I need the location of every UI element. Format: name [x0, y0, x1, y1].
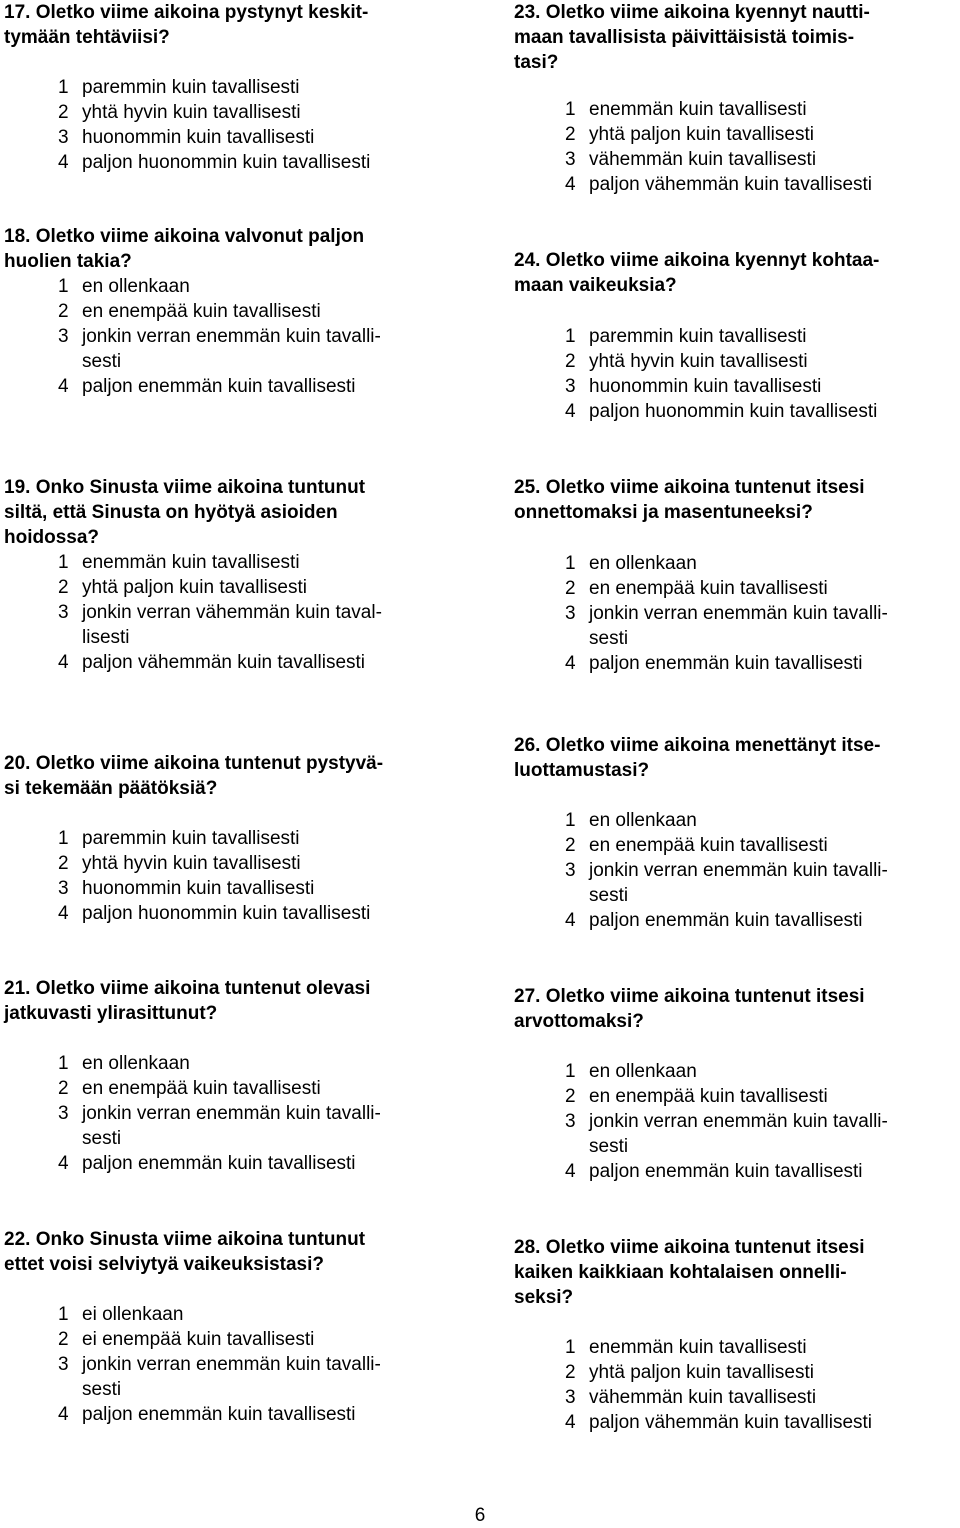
option-number: 2: [58, 301, 69, 322]
option-1[interactable]: [58, 826, 424, 851]
option-label: jonkin verran enemmän kuin tavalli-: [82, 326, 381, 347]
option-2[interactable]: [565, 576, 934, 601]
options-list: [58, 75, 424, 175]
option-2[interactable]: [565, 833, 934, 858]
option-number: 2: [565, 351, 576, 372]
option-number: 4: [565, 1412, 576, 1433]
option-label: jonkin verran enemmän kuin tavalli-: [82, 1354, 381, 1375]
question-26: [514, 733, 934, 933]
question-title-line: huolien takia?: [4, 251, 132, 272]
option-4[interactable]: [565, 908, 934, 933]
option-1[interactable]: [565, 808, 934, 833]
question-title-line: 26. Oletko viime aikoina menettänyt itse-: [514, 735, 881, 756]
options-list: [58, 550, 424, 675]
option-3[interactable]: [565, 1109, 934, 1159]
question-title-line: tymään tehtäviisi?: [4, 27, 170, 48]
option-3[interactable]: [58, 1101, 424, 1151]
option-number: 1: [565, 1061, 576, 1082]
question-title: [514, 984, 934, 1034]
question-title-line: hoidossa?: [4, 527, 100, 548]
question-title: [514, 248, 934, 298]
option-number: 4: [565, 174, 576, 195]
option-number: 2: [58, 102, 69, 123]
option-number: 4: [58, 1153, 69, 1174]
options-list: [58, 1051, 424, 1176]
option-number: 3: [565, 149, 576, 170]
option-number: 3: [58, 127, 69, 148]
option-2[interactable]: [58, 575, 424, 600]
option-number: 3: [565, 860, 576, 881]
option-label: huonommin kuin tavallisesti: [589, 376, 822, 397]
option-number: 1: [565, 1337, 576, 1358]
option-number: 3: [565, 603, 576, 624]
option-label: en ollenkaan: [589, 1061, 697, 1082]
option-label: en ollenkaan: [82, 1053, 190, 1074]
question-title-line: luottamustasi?: [514, 760, 650, 781]
option-3[interactable]: [565, 147, 934, 172]
option-1[interactable]: [58, 75, 424, 100]
option-4[interactable]: [565, 1410, 934, 1435]
option-number: 2: [58, 853, 69, 874]
option-number: 4: [565, 401, 576, 422]
option-4[interactable]: [58, 650, 424, 675]
options-list: [58, 1302, 424, 1427]
option-label: en ollenkaan: [82, 276, 190, 297]
question-title-line: 23. Oletko viime aikoina kyennyt nautti-: [514, 2, 870, 23]
option-4[interactable]: [58, 1151, 424, 1176]
option-number: 4: [58, 1404, 69, 1425]
option-1[interactable]: [58, 1302, 424, 1327]
question-25: [514, 475, 934, 676]
option-1[interactable]: [58, 1051, 424, 1076]
option-label: jonkin verran enemmän kuin tavalli-: [82, 1103, 381, 1124]
options-list: [565, 97, 934, 197]
option-1[interactable]: [58, 274, 424, 299]
option-label: jonkin verran enemmän kuin tavalli-: [589, 603, 888, 624]
option-number: 4: [565, 910, 576, 931]
option-label: paljon huonommin kuin tavallisesti: [589, 401, 878, 422]
option-number: 2: [565, 578, 576, 599]
option-3[interactable]: [58, 125, 424, 150]
option-label: paremmin kuin tavallisesti: [589, 326, 807, 347]
option-number: 2: [565, 124, 576, 145]
option-number: 2: [58, 1329, 69, 1350]
option-label: paljon enemmän kuin tavallisesti: [82, 1153, 356, 1174]
option-3[interactable]: [58, 876, 424, 901]
option-label: yhtä hyvin kuin tavallisesti: [82, 853, 301, 874]
option-label: paljon huonommin kuin tavallisesti: [82, 903, 371, 924]
option-4[interactable]: [58, 150, 424, 175]
question-title-line: 17. Oletko viime aikoina pystynyt keskit-: [4, 2, 369, 23]
question-title: [4, 475, 424, 550]
option-3[interactable]: [58, 600, 424, 650]
option-4[interactable]: [565, 1159, 934, 1184]
option-label: paljon vähemmän kuin tavallisesti: [82, 652, 366, 673]
question-20: [4, 751, 424, 926]
question-title-line: ettet voisi selviytyä vaikeuksistasi?: [4, 1254, 325, 1275]
question-title-line: arvottomaksi?: [514, 1011, 644, 1032]
options-list: [565, 1335, 934, 1435]
option-label: yhtä paljon kuin tavallisesti: [82, 577, 307, 598]
option-1[interactable]: [58, 550, 424, 575]
option-number: 1: [565, 99, 576, 120]
option-4[interactable]: [58, 1402, 424, 1427]
option-1[interactable]: [565, 97, 934, 122]
question-title-line: seksi?: [514, 1287, 574, 1308]
question-title: [514, 475, 934, 525]
option-number: 3: [565, 1111, 576, 1132]
question-title: [4, 224, 424, 274]
question-title: [4, 976, 424, 1026]
question-28: [514, 1235, 934, 1435]
option-2[interactable]: [58, 1327, 424, 1352]
option-label: vähemmän kuin tavallisesti: [589, 149, 817, 170]
options-list: [58, 274, 424, 399]
option-3[interactable]: [58, 324, 424, 374]
option-label-continuation: sesti: [82, 1128, 122, 1149]
option-label: enemmän kuin tavallisesti: [589, 99, 807, 120]
question-title-line: siltä, että Sinusta on hyötyä asioiden: [4, 502, 338, 523]
option-number: 3: [58, 326, 69, 347]
option-3[interactable]: [565, 374, 934, 399]
question-title-line: 19. Onko Sinusta viime aikoina tuntunut: [4, 477, 366, 498]
option-label: paremmin kuin tavallisesti: [82, 828, 300, 849]
question-title-line: kaiken kaikkiaan kohtalaisen onnelli-: [514, 1262, 847, 1283]
option-4[interactable]: [58, 901, 424, 926]
option-number: 2: [565, 1362, 576, 1383]
question-title-line: 20. Oletko viime aikoina tuntenut pystyvä-: [4, 753, 384, 774]
option-label-continuation: sesti: [589, 885, 629, 906]
option-label: paljon enemmän kuin tavallisesti: [589, 910, 863, 931]
options-list: [565, 1059, 934, 1184]
option-number: 2: [565, 835, 576, 856]
option-number: 2: [565, 1086, 576, 1107]
option-1[interactable]: [565, 1059, 934, 1084]
question-17: [4, 0, 424, 175]
question-title-line: 22. Onko Sinusta viime aikoina tuntunut: [4, 1229, 366, 1250]
question-title-line: maan tavallisista päivittäisistä toimis-: [514, 27, 855, 48]
option-label: paljon huonommin kuin tavallisesti: [82, 152, 371, 173]
option-number: 3: [58, 878, 69, 899]
option-label-continuation: sesti: [589, 1136, 629, 1157]
option-2[interactable]: [565, 1360, 934, 1385]
option-number: 1: [58, 276, 69, 297]
option-2[interactable]: [565, 1084, 934, 1109]
question-title-line: 18. Oletko viime aikoina valvonut paljon: [4, 226, 365, 247]
option-3[interactable]: [58, 1352, 424, 1402]
option-label-continuation: sesti: [82, 351, 122, 372]
option-number: 4: [58, 903, 69, 924]
option-3[interactable]: [565, 601, 934, 651]
option-label: ei ollenkaan: [82, 1304, 184, 1325]
option-label: en enempää kuin tavallisesti: [589, 578, 828, 599]
option-label: paljon enemmän kuin tavallisesti: [589, 653, 863, 674]
question-23: [514, 0, 934, 197]
option-2[interactable]: [565, 122, 934, 147]
question-title: [514, 1235, 934, 1310]
option-3[interactable]: [565, 858, 934, 908]
question-18: [4, 224, 424, 399]
option-4[interactable]: [58, 374, 424, 399]
option-number: 3: [565, 1387, 576, 1408]
question-22: [4, 1227, 424, 1427]
option-number: 1: [565, 810, 576, 831]
option-label: en enempää kuin tavallisesti: [82, 301, 321, 322]
option-label: huonommin kuin tavallisesti: [82, 878, 315, 899]
option-label: paljon enemmän kuin tavallisesti: [589, 1161, 863, 1182]
option-number: 3: [58, 602, 69, 623]
question-title: [514, 0, 934, 75]
option-label: huonommin kuin tavallisesti: [82, 127, 315, 148]
option-label: yhtä paljon kuin tavallisesti: [589, 124, 814, 145]
option-number: 2: [58, 577, 69, 598]
option-label: jonkin verran enemmän kuin tavalli-: [589, 860, 888, 881]
option-1[interactable]: [565, 324, 934, 349]
option-label: en enempää kuin tavallisesti: [589, 1086, 828, 1107]
option-label: yhtä hyvin kuin tavallisesti: [82, 102, 301, 123]
option-number: 4: [58, 376, 69, 397]
option-label-continuation: lisesti: [82, 627, 130, 648]
options-list: [565, 324, 934, 424]
option-4[interactable]: [565, 172, 934, 197]
option-label: paljon vähemmän kuin tavallisesti: [589, 174, 873, 195]
option-label: ei enempää kuin tavallisesti: [82, 1329, 315, 1350]
option-number: 3: [58, 1103, 69, 1124]
option-label-continuation: sesti: [82, 1379, 122, 1400]
question-title-line: 27. Oletko viime aikoina tuntenut itsesi: [514, 986, 865, 1007]
option-number: 4: [58, 152, 69, 173]
question-title-line: jatkuvasti ylirasittunut?: [4, 1003, 218, 1024]
option-number: 4: [58, 652, 69, 673]
option-label: paljon vähemmän kuin tavallisesti: [589, 1412, 873, 1433]
options-list: [58, 826, 424, 926]
option-label: paljon enemmän kuin tavallisesti: [82, 1404, 356, 1425]
option-label: paljon enemmän kuin tavallisesti: [82, 376, 356, 397]
option-2[interactable]: [58, 100, 424, 125]
option-2[interactable]: [58, 851, 424, 876]
option-2[interactable]: [58, 299, 424, 324]
option-label: en enempää kuin tavallisesti: [589, 835, 828, 856]
question-title-line: 21. Oletko viime aikoina tuntenut olevasi: [4, 978, 371, 999]
question-21: [4, 976, 424, 1176]
question-title-line: maan vaikeuksia?: [514, 275, 677, 296]
options-list: [565, 551, 934, 676]
option-number: 1: [58, 77, 69, 98]
option-4[interactable]: [565, 399, 934, 424]
page-number: 6: [474, 1505, 486, 1526]
question-27: [514, 984, 934, 1184]
option-number: 3: [58, 1354, 69, 1375]
question-19: [4, 475, 424, 675]
option-number: 1: [565, 326, 576, 347]
option-label: en ollenkaan: [589, 810, 697, 831]
option-label: jonkin verran enemmän kuin tavalli-: [589, 1111, 888, 1132]
option-2[interactable]: [565, 349, 934, 374]
option-1[interactable]: [565, 1335, 934, 1360]
option-label: vähemmän kuin tavallisesti: [589, 1387, 817, 1408]
question-24: [514, 248, 934, 424]
option-number: 1: [565, 553, 576, 574]
option-label: paremmin kuin tavallisesti: [82, 77, 300, 98]
question-title-line: si tekemään päätöksiä?: [4, 778, 218, 799]
question-title: [514, 733, 934, 783]
question-title: [4, 0, 424, 50]
question-title: [4, 751, 424, 801]
option-label: jonkin verran vähemmän kuin taval-: [82, 602, 382, 623]
question-title-line: 24. Oletko viime aikoina kyennyt kohtaa-: [514, 250, 880, 271]
options-list: [565, 808, 934, 933]
question-title-line: 28. Oletko viime aikoina tuntenut itsesi: [514, 1237, 865, 1258]
option-number: 1: [58, 1304, 69, 1325]
option-3[interactable]: [565, 1385, 934, 1410]
option-4[interactable]: [565, 651, 934, 676]
option-label: yhtä paljon kuin tavallisesti: [589, 1362, 814, 1383]
question-title-line: onnettomaksi ja masentuneeksi?: [514, 502, 813, 523]
option-label: enemmän kuin tavallisesti: [82, 552, 300, 573]
option-2[interactable]: [58, 1076, 424, 1101]
option-label-continuation: sesti: [589, 628, 629, 649]
question-title-line: 25. Oletko viime aikoina tuntenut itsesi: [514, 477, 865, 498]
option-label: en ollenkaan: [589, 553, 697, 574]
option-number: 1: [58, 828, 69, 849]
option-number: 4: [565, 1161, 576, 1182]
question-title-line: tasi?: [514, 52, 559, 73]
question-title: [4, 1227, 424, 1277]
option-number: 3: [565, 376, 576, 397]
option-number: 1: [58, 552, 69, 573]
option-label: en enempää kuin tavallisesti: [82, 1078, 321, 1099]
option-1[interactable]: [565, 551, 934, 576]
option-number: 2: [58, 1078, 69, 1099]
option-number: 4: [565, 653, 576, 674]
option-number: 1: [58, 1053, 69, 1074]
option-label: enemmän kuin tavallisesti: [589, 1337, 807, 1358]
option-label: yhtä hyvin kuin tavallisesti: [589, 351, 808, 372]
